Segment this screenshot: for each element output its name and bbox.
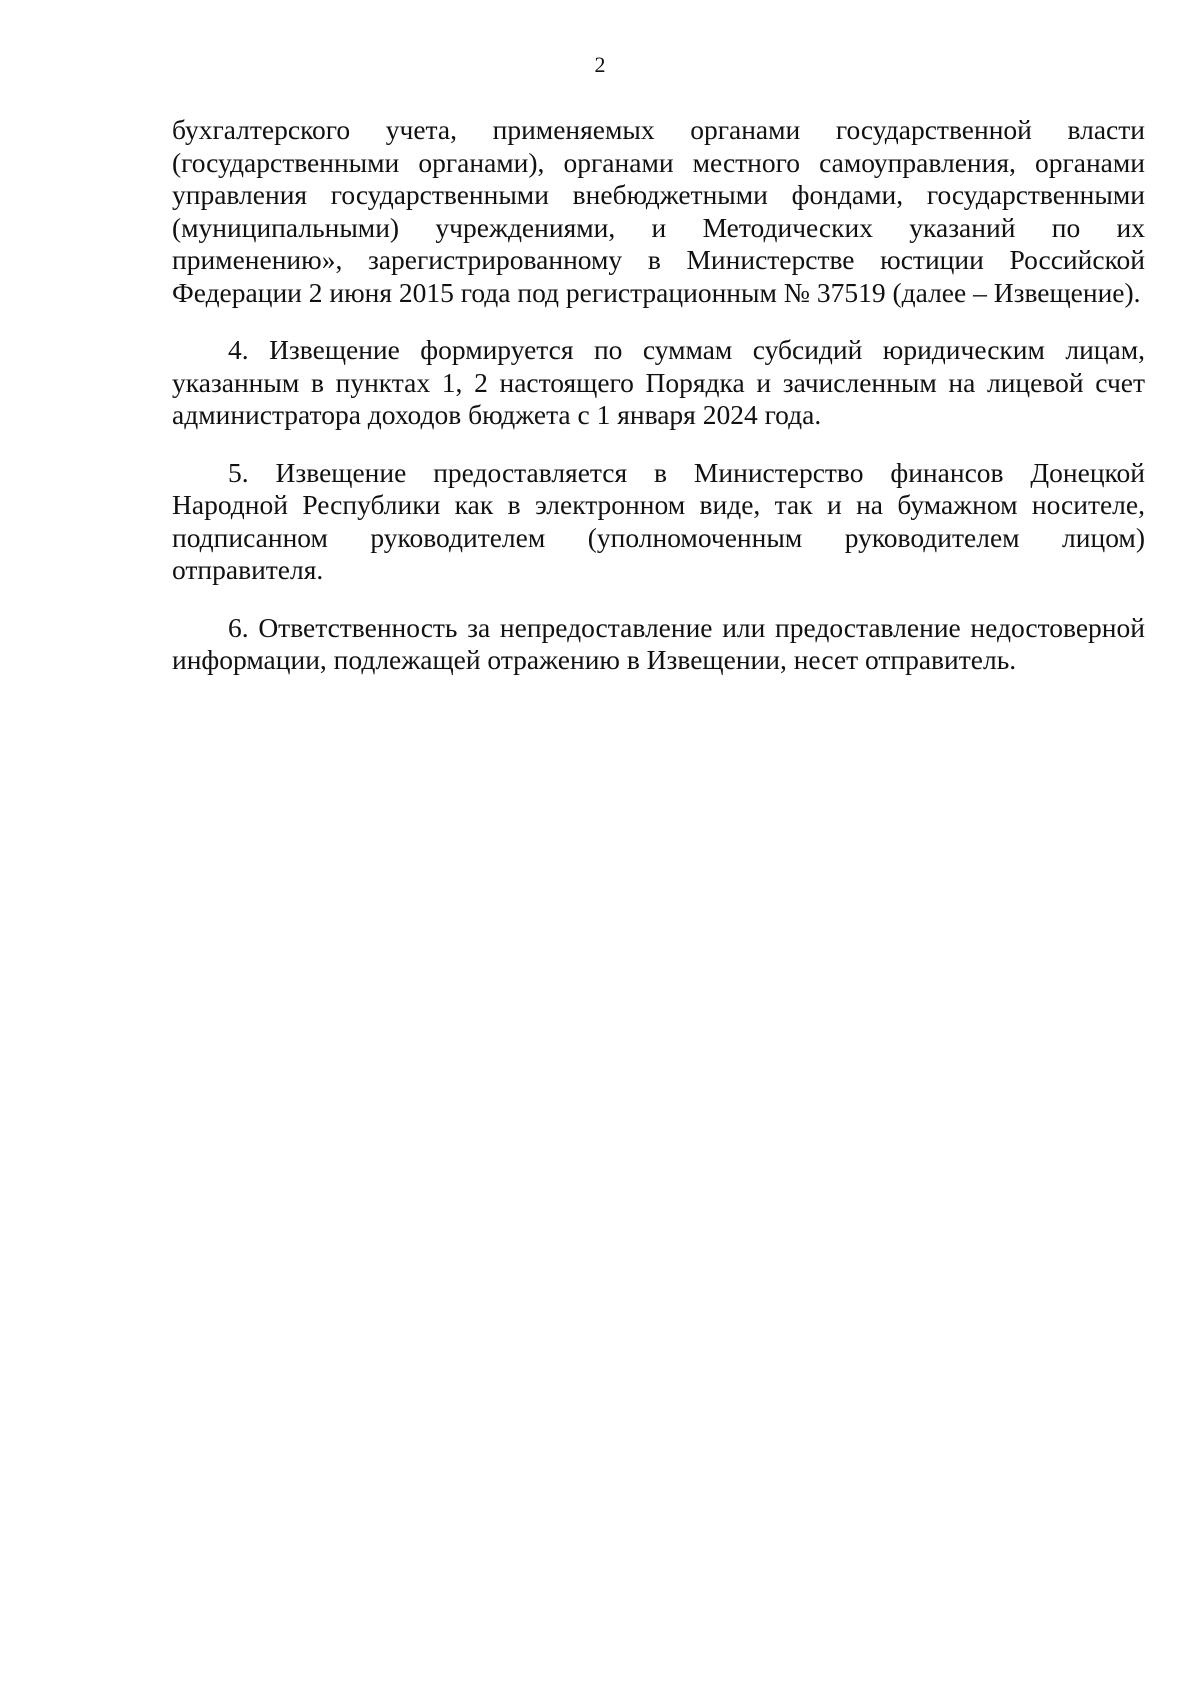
- page-number: 2: [594, 52, 606, 77]
- paragraph-item-4: 4. Извещение формируется по суммам субсидий юридическим лицам, указанным в пунктах 1, 2 настоящего Порядка и зачисленным на лицевой счет администратора доходов бюджета с 1 января 2024 года.: [172, 334, 1145, 430]
- paragraph-continuation: бухгалтерского учета, применяемых органами государственной власти (государственными органами), органами местного самоуправления, органами управления государственными внебюджетными фондами, государственными (муниципальными) учреждениями, и Методических указаний по их применению», зарегистрированному в Министерстве юстиции Российской Федерации 2 июня 2015 года под регистрационным № 37519 (далее – Извещение).: [172, 114, 1145, 308]
- paragraph-item-5: 5. Извещение предоставляется в Министерство финансов Донецкой Народной Республики как в электронном виде, так и на бумажном носителе, подписанном руководителем (уполномоченным руководителем лицом) отправителя.: [172, 456, 1145, 585]
- paragraph-item-6: 6. Ответственность за непредоставление или предоставление недостоверной информации, подлежащей отражению в Извещении, несет отправитель.: [172, 611, 1145, 675]
- document-body: [172, 114, 1145, 677]
